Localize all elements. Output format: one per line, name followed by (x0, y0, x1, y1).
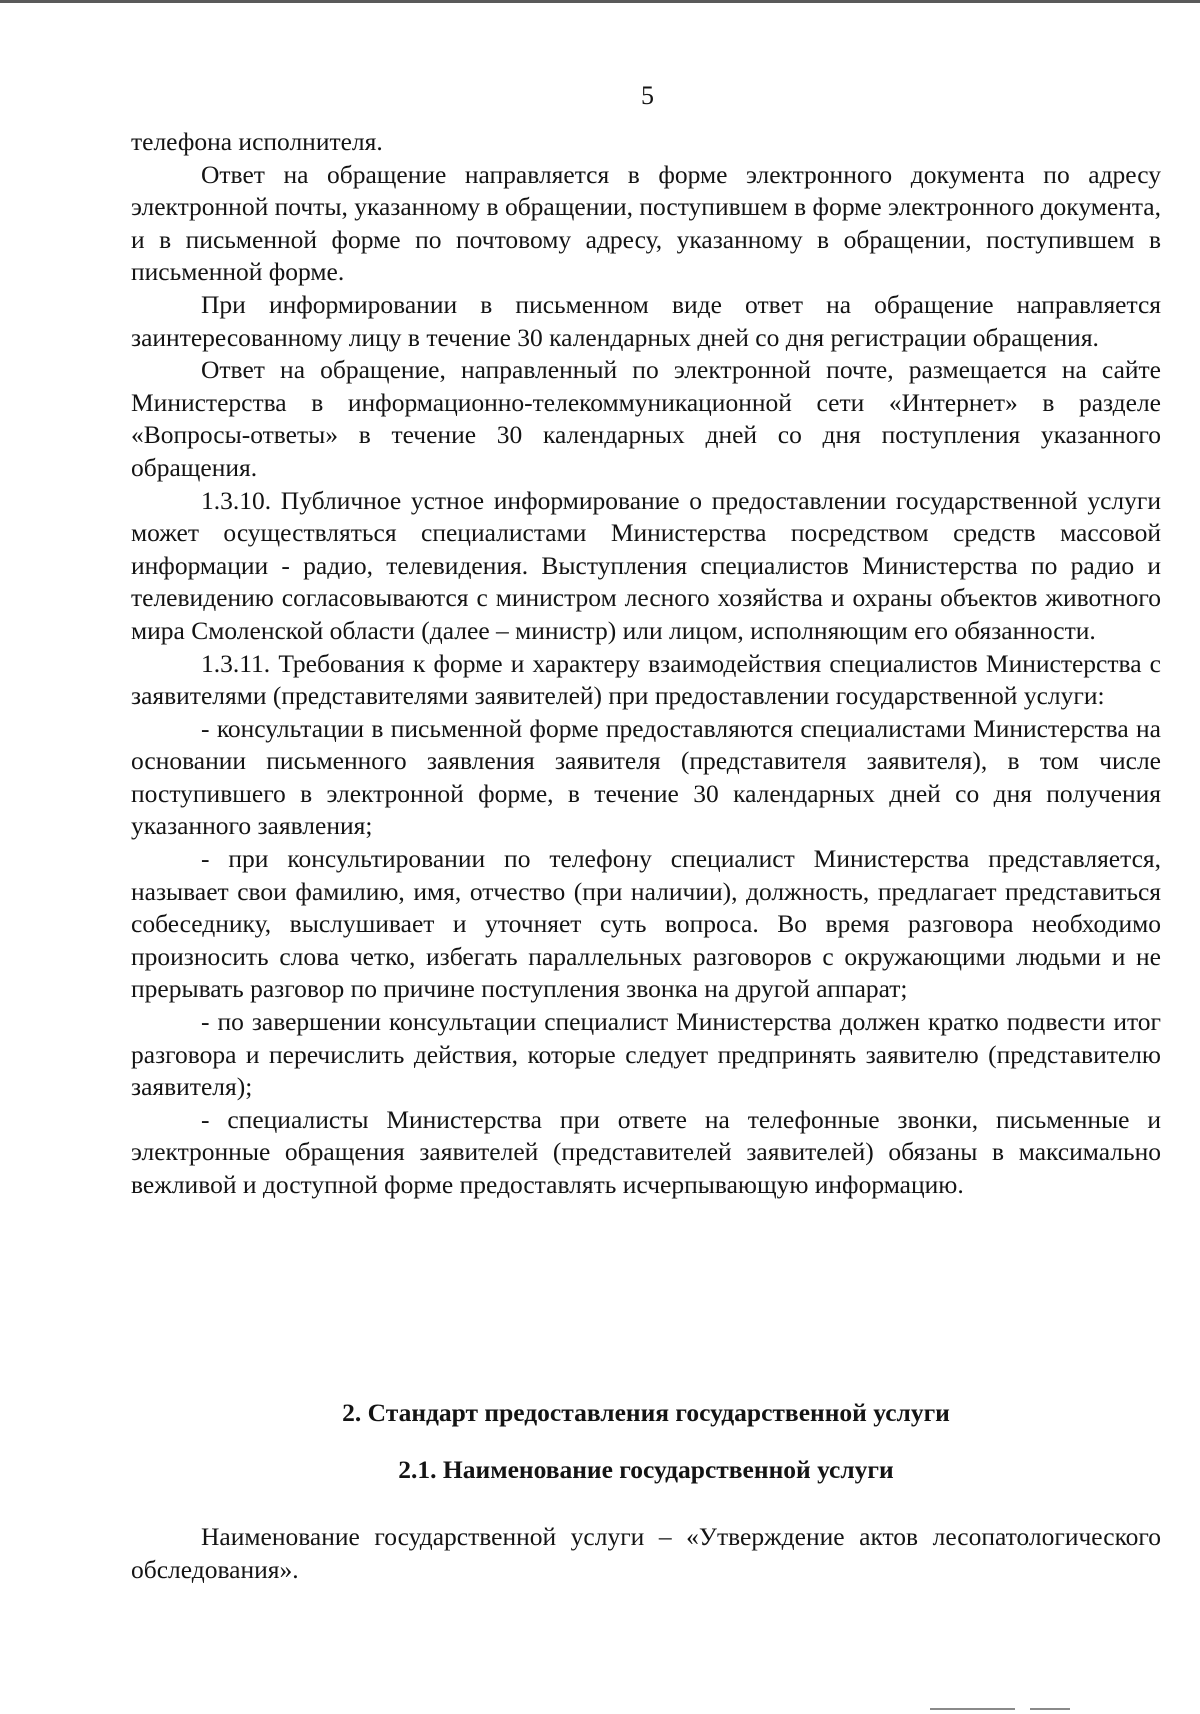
scan-edge-marks (0, 1702, 1200, 1714)
list-item: - при консультировании по телефону специалист Министерства представляется, называет свои фамилию, имя, отчество (при наличии), должность, предлагает представиться собеседнику, выслушивает и уточняет суть вопроса. Во время разговора необходимо произносить слова четко, избегать параллельных разговоров с окружающими людьми и не прерывать разговор по причине поступления звонка на другой аппарат; (131, 844, 1161, 1004)
paragraph: При информировании в письменном виде ответ на обращение направляется заинтересованному лицу в течение 30 календарных дней со дня регистрации обращения. (131, 289, 1161, 352)
subsection-heading: 2.1. Наименование государственной услуги (398, 1455, 894, 1484)
paragraph: 1.3.11. Требования к форме и характеру взаимодействия специалистов Министерства с заявителями (представителями заявителей) при предоставлении государственной услуги: (131, 648, 1161, 711)
page-number: 5 (641, 81, 654, 110)
body-text (131, 126, 1161, 1202)
scan-mark (1030, 1708, 1070, 1710)
scan-mark (930, 1708, 1015, 1710)
service-name-paragraph: Наименование государственной услуги – «Утверждение актов лесопатологического обследования». (131, 1522, 1161, 1584)
service-name-block (131, 1521, 1161, 1586)
paragraph: Ответ на обращение направляется в форме электронного документа по адресу электронной почты, указанному в обращении, поступившем в форме электронного документа, и в письменной форме по почтовому адресу, указанному в обращении, поступившем в письменной форме. (131, 159, 1161, 287)
paragraph: Ответ на обращение, направленный по электронной почте, размещается на сайте Министерства в информационно-телекоммуникационной сети «Интернет» в разделе «Вопросы-ответы» в течение 30 календарных дней со дня поступления указанного обращения. (131, 355, 1161, 482)
list-item: - консультации в письменной форме предоставляются специалистами Министерства на основании письменного заявления заявителя (представителя заявителя), в том числе поступившего в электронной форме, в течение 30 календарных дней со дня получения указанного заявления; (131, 713, 1161, 841)
list-item: - специалисты Министерства при ответе на телефонные звонки, письменные и электронные обращения заявителей (представителей заявителей) обязаны в максимально вежливой и доступной форме предоставлять исчерпывающую информацию. (131, 1104, 1161, 1199)
paragraph: 1.3.10. Публичное устное информирование о предоставлении государственной услуги может осуществляться специалистами Министерства посредством средств массовой информации - радио, телевидения. Выступления специалистов Министерства по радио и телевидению согласовываются с министром лесного хозяйства и охраны объектов животного мира Смоленской области (далее – министр) или лицом, исполняющим его обязанности. (131, 485, 1161, 645)
list-item: - по завершении консультации специалист Министерства должен кратко подвести итог разговора и перечислить действия, которые следует предпринять заявителю (представителю заявителя); (131, 1007, 1161, 1102)
section-heading: 2. Стандарт предоставления государственной услуги (342, 1398, 950, 1427)
paragraph: телефона исполнителя. (131, 127, 383, 156)
top-edge-line (0, 0, 1200, 3)
